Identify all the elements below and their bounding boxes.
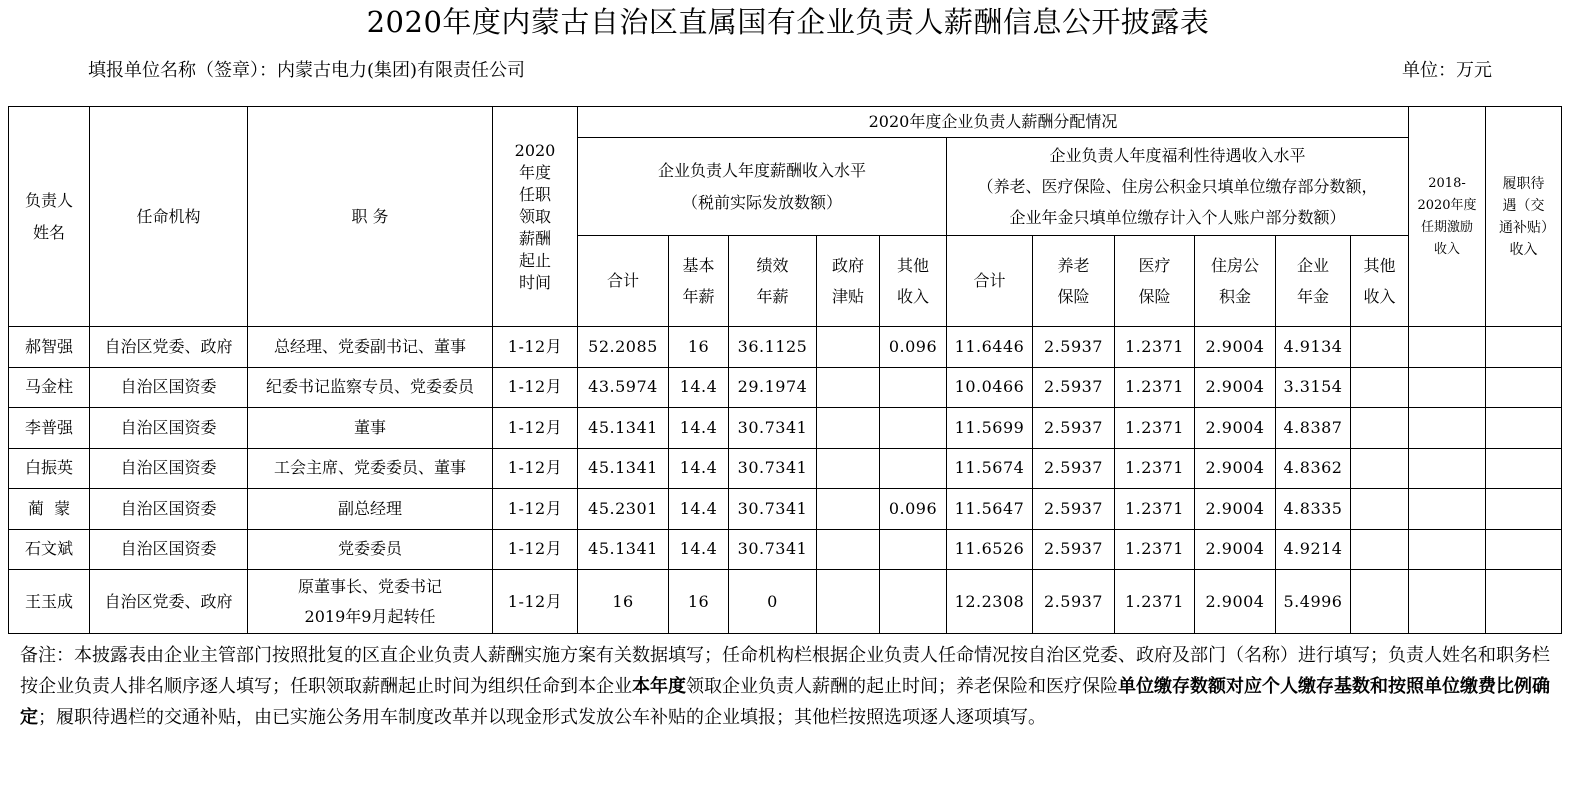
cell-s-perf: 36.1125	[729, 327, 817, 368]
cell-w-annuity: 5.4996	[1276, 570, 1351, 634]
cell-w-housing: 2.9004	[1195, 327, 1276, 368]
cell-org: 自治区国资委	[90, 489, 248, 530]
cell-w-annuity: 4.9134	[1276, 327, 1351, 368]
cell-s-other	[880, 408, 947, 449]
table-row	[9, 489, 1562, 530]
cell-allowance	[1486, 327, 1562, 368]
remarks-bold2: 单位缴存数额对应个人缴存基数和按照单位缴费比例确定	[20, 676, 1550, 728]
cell-s-gov	[817, 570, 880, 634]
cell-w-total: 11.5699	[947, 408, 1033, 449]
header-period: 2020年度任职领取薪酬起止时间	[493, 107, 578, 327]
remarks	[20, 640, 1550, 733]
cell-s-base: 16	[669, 570, 729, 634]
cell-s-perf: 30.7341	[729, 489, 817, 530]
header-distribution: 2020年度企业负责人薪酬分配情况	[578, 107, 1409, 138]
cell-s-total: 16	[578, 570, 669, 634]
header-salary-total: 合计	[578, 236, 669, 327]
cell-s-perf: 29.1974	[729, 367, 817, 408]
cell-s-total: 45.2301	[578, 489, 669, 530]
header-welfare-group	[947, 138, 1409, 236]
cell-incentive	[1409, 489, 1486, 530]
cell-w-pension: 2.5937	[1033, 570, 1115, 634]
cell-w-medical: 1.2371	[1115, 448, 1195, 489]
cell-w-medical: 1.2371	[1115, 367, 1195, 408]
cell-w-medical: 1.2371	[1115, 408, 1195, 449]
remarks-part3: ；履职待遇栏的交通补贴，由已实施公务用车制度改革并以现金形式发放公车补贴的企业填报；其他栏按照选项逐人逐项填写。	[38, 707, 1046, 728]
header-position: 职 务	[248, 107, 493, 327]
cell-w-annuity: 4.9214	[1276, 529, 1351, 570]
cell-name: 蔺 蒙	[9, 489, 90, 530]
cell-name: 王玉成	[9, 570, 90, 634]
header-welfare-other: 其他收入	[1351, 236, 1409, 327]
position-line1: 纪委书记监察专员、党委委员	[265, 377, 474, 397]
reporting-unit-label: 填报单位名称（签章）：内蒙古电力(集团)有限责任公司	[88, 60, 526, 81]
cell-w-annuity: 4.8387	[1276, 408, 1351, 449]
cell-name: 郝智强	[9, 327, 90, 368]
cell-s-other	[880, 448, 947, 489]
cell-incentive	[1409, 570, 1486, 634]
cell-w-other	[1351, 327, 1409, 368]
cell-s-base: 14.4	[669, 529, 729, 570]
cell-allowance	[1486, 529, 1562, 570]
cell-w-other	[1351, 408, 1409, 449]
cell-s-gov	[817, 448, 880, 489]
cell-w-other	[1351, 367, 1409, 408]
cell-w-other	[1351, 489, 1409, 530]
cell-allowance	[1486, 448, 1562, 489]
salary-group-line2: （税前实际发放数额）	[681, 192, 842, 212]
table-row	[9, 327, 1562, 368]
table-row	[9, 367, 1562, 408]
cell-period: 1-12月	[493, 570, 578, 634]
header-salary-other: 其他收入	[880, 236, 947, 327]
cell-w-housing: 2.9004	[1195, 489, 1276, 530]
cell-s-base: 14.4	[669, 448, 729, 489]
welfare-group-line3: 企业年金只填单位缴存计入个人账户部分数额）	[1009, 208, 1346, 227]
cell-allowance	[1486, 367, 1562, 408]
cell-w-medical: 1.2371	[1115, 489, 1195, 530]
cell-w-annuity: 4.8335	[1276, 489, 1351, 530]
cell-w-total: 10.0466	[947, 367, 1033, 408]
cell-position	[248, 570, 493, 634]
cell-w-pension: 2.5937	[1033, 367, 1115, 408]
cell-w-total: 12.2308	[947, 570, 1033, 634]
cell-allowance	[1486, 408, 1562, 449]
cell-s-other: 0.096	[880, 327, 947, 368]
cell-incentive	[1409, 408, 1486, 449]
cell-incentive	[1409, 529, 1486, 570]
cell-s-base: 14.4	[669, 489, 729, 530]
cell-s-base: 14.4	[669, 408, 729, 449]
cell-position	[248, 529, 493, 570]
header-base-salary: 基本年薪	[669, 236, 729, 327]
header-pension: 养老保险	[1033, 236, 1115, 327]
cell-period: 1-12月	[493, 529, 578, 570]
cell-w-medical: 1.2371	[1115, 570, 1195, 634]
cell-org: 自治区国资委	[90, 367, 248, 408]
table-row	[9, 408, 1562, 449]
cell-position	[248, 489, 493, 530]
cell-s-other	[880, 529, 947, 570]
remarks-bold1: 本年度	[632, 676, 686, 697]
page-title: 2020年度内蒙古自治区直属国有企业负责人薪酬信息公开披露表	[366, 5, 1210, 39]
cell-org: 自治区党委、政府	[90, 327, 248, 368]
header-salary-group	[578, 138, 947, 236]
cell-w-total: 11.6526	[947, 529, 1033, 570]
cell-w-medical: 1.2371	[1115, 327, 1195, 368]
header-incentive: 2018-2020年度任期激励收入	[1409, 107, 1486, 327]
cell-w-total: 11.5674	[947, 448, 1033, 489]
cell-w-pension: 2.5937	[1033, 489, 1115, 530]
cell-w-pension: 2.5937	[1033, 529, 1115, 570]
cell-s-perf: 30.7341	[729, 448, 817, 489]
position-line1: 总经理、党委副书记、董事	[273, 336, 466, 356]
cell-incentive	[1409, 327, 1486, 368]
cell-name: 马金柱	[9, 367, 90, 408]
cell-period: 1-12月	[493, 489, 578, 530]
cell-position	[248, 448, 493, 489]
cell-w-housing: 2.9004	[1195, 367, 1276, 408]
cell-w-total: 11.5647	[947, 489, 1033, 530]
cell-name: 石文斌	[9, 529, 90, 570]
cell-s-perf: 30.7341	[729, 529, 817, 570]
currency-unit-label: 单位：万元	[1402, 60, 1492, 81]
cell-period: 1-12月	[493, 408, 578, 449]
cell-s-gov	[817, 408, 880, 449]
header-government-allowance: 政府津贴	[817, 236, 880, 327]
cell-w-housing: 2.9004	[1195, 408, 1276, 449]
remarks-part1: 备注：本披露表由企业主管部门按照批复的区直企业负责人薪酬实施方案有关数据填写；任命机构栏根据企业负责人任命情况按自治区党委、政府及部门（名称）进行填写；负责人姓名和职务栏按企业负责人排名顺序逐人填写；任职领取薪酬起止时间为组织任命到本企业	[20, 645, 1550, 697]
header-performance-salary: 绩效年薪	[729, 236, 817, 327]
cell-s-perf: 0	[729, 570, 817, 634]
cell-s-other	[880, 570, 947, 634]
remarks-part2: 领取企业负责人薪酬的起止时间；养老保险和医疗保险	[686, 676, 1118, 697]
cell-w-housing: 2.9004	[1195, 570, 1276, 634]
header-org: 任命机构	[90, 107, 248, 327]
header-housing-fund: 住房公积金	[1195, 236, 1276, 327]
cell-s-perf: 30.7341	[729, 408, 817, 449]
cell-name: 白振英	[9, 448, 90, 489]
table-row	[9, 448, 1562, 489]
cell-w-other	[1351, 529, 1409, 570]
cell-name: 李普强	[9, 408, 90, 449]
cell-w-annuity: 4.8362	[1276, 448, 1351, 489]
welfare-group-line1: 企业负责人年度福利性待遇收入水平	[1049, 146, 1306, 165]
cell-allowance	[1486, 489, 1562, 530]
table-row	[9, 570, 1562, 634]
welfare-group-line2: （养老、医疗保险、住房公积金只填单位缴存部分数额，	[977, 177, 1378, 196]
header-annuity: 企业年金	[1276, 236, 1351, 327]
cell-w-total: 11.6446	[947, 327, 1033, 368]
cell-s-gov	[817, 529, 880, 570]
position-line2: 2019年9月起转任	[304, 606, 436, 626]
cell-w-pension: 2.5937	[1033, 408, 1115, 449]
cell-w-other	[1351, 448, 1409, 489]
position-line1: 董事	[353, 417, 386, 437]
header-welfare-total: 合计	[947, 236, 1033, 327]
table-row	[9, 529, 1562, 570]
header-allowance: 履职待遇（交通补贴）收入	[1486, 107, 1562, 327]
cell-w-housing: 2.9004	[1195, 448, 1276, 489]
cell-s-base: 14.4	[669, 367, 729, 408]
cell-w-annuity: 3.3154	[1276, 367, 1351, 408]
cell-position	[248, 408, 493, 449]
salary-disclosure-table	[8, 106, 1562, 634]
cell-w-medical: 1.2371	[1115, 529, 1195, 570]
salary-group-line1: 企业负责人年度薪酬收入水平	[657, 160, 866, 180]
cell-s-total: 45.1341	[578, 448, 669, 489]
cell-period: 1-12月	[493, 367, 578, 408]
cell-org: 自治区国资委	[90, 529, 248, 570]
cell-w-pension: 2.5937	[1033, 327, 1115, 368]
position-line1: 副总经理	[337, 498, 402, 518]
cell-s-total: 45.1341	[578, 408, 669, 449]
cell-s-other: 0.096	[880, 489, 947, 530]
cell-s-other	[880, 367, 947, 408]
cell-incentive	[1409, 448, 1486, 489]
cell-s-total: 43.5974	[578, 367, 669, 408]
cell-allowance	[1486, 570, 1562, 634]
cell-position	[248, 327, 493, 368]
cell-w-housing: 2.9004	[1195, 529, 1276, 570]
cell-period: 1-12月	[493, 327, 578, 368]
cell-org: 自治区国资委	[90, 448, 248, 489]
cell-incentive	[1409, 367, 1486, 408]
cell-w-pension: 2.5937	[1033, 448, 1115, 489]
header-name: 负责人姓名	[9, 107, 90, 327]
cell-period: 1-12月	[493, 448, 578, 489]
position-line1: 工会主席、党委委员、董事	[273, 458, 466, 478]
cell-s-gov	[817, 327, 880, 368]
header-medical: 医疗保险	[1115, 236, 1195, 327]
position-line1: 原董事长、党委书记	[297, 576, 442, 596]
cell-org: 自治区党委、政府	[90, 570, 248, 634]
cell-s-total: 52.2085	[578, 327, 669, 368]
cell-s-gov	[817, 489, 880, 530]
cell-s-total: 45.1341	[578, 529, 669, 570]
cell-org: 自治区国资委	[90, 408, 248, 449]
cell-s-base: 16	[669, 327, 729, 368]
cell-position	[248, 367, 493, 408]
cell-s-gov	[817, 367, 880, 408]
position-line1: 党委委员	[337, 539, 402, 559]
cell-w-other	[1351, 570, 1409, 634]
